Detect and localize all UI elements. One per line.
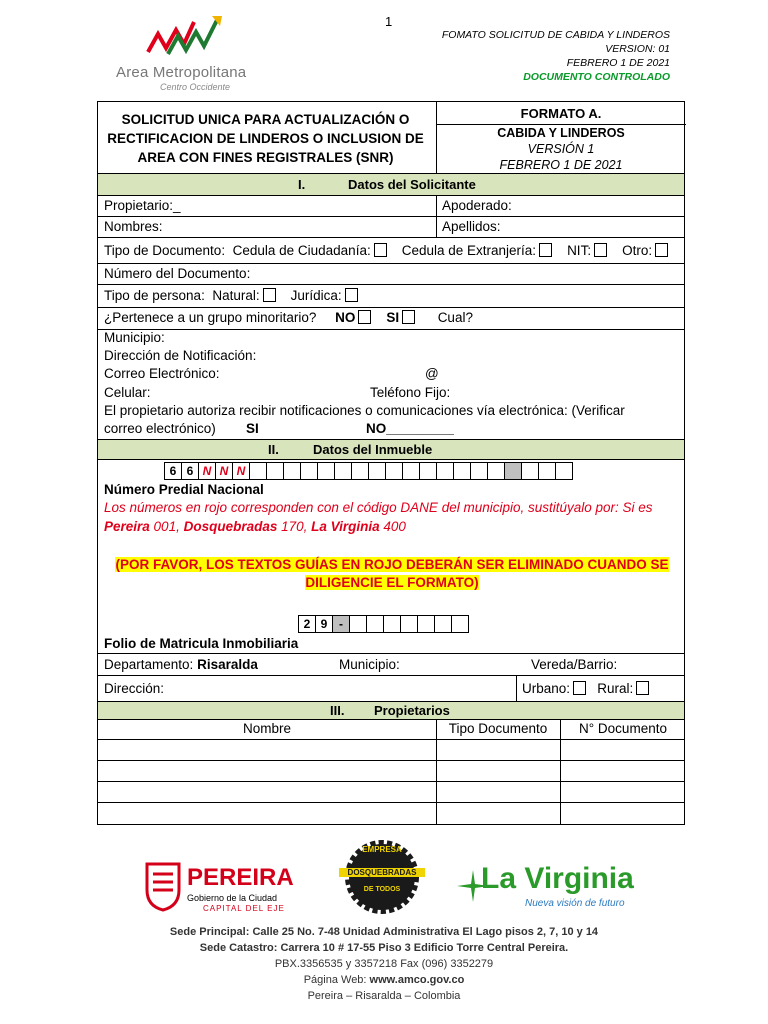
authorization-text-2: correo electrónico) — [104, 421, 216, 436]
dane-hint: Los números en rojo corresponden con el código DANE del municipio, sustitúyalo por: Si es — [104, 500, 653, 515]
digit-box[interactable]: 6 — [181, 462, 199, 480]
juridica-checkbox[interactable] — [345, 288, 358, 302]
digit-box[interactable] — [349, 615, 367, 633]
request-form — [97, 101, 685, 825]
digit-box[interactable] — [487, 462, 505, 480]
digit-box[interactable] — [417, 615, 435, 633]
cc-checkbox[interactable] — [374, 243, 387, 257]
at-sign: @ — [425, 366, 439, 381]
logo-subtitle: Centro Occidente — [160, 82, 231, 92]
website-link[interactable]: www.amco.gov.co — [369, 974, 465, 986]
digit-box[interactable] — [400, 615, 418, 633]
phone-field[interactable]: Teléfono Fijo: — [370, 385, 451, 400]
form-title: SOLICITUD UNICA PARA ACTUALIZACIÓN O RECTIFICACION DE LINDEROS O INCLUSION DE AREA CON FINES REGISTRALES (SNR) — [107, 112, 424, 165]
digit-box[interactable] — [317, 462, 335, 480]
attorney-field[interactable]: Apoderado: — [442, 198, 512, 213]
minority-no-checkbox[interactable] — [358, 310, 371, 324]
location-row — [98, 654, 684, 676]
section-2-header: II. Datos del Inmueble — [98, 440, 684, 460]
table-row[interactable] — [98, 740, 684, 761]
contact-block — [98, 330, 684, 440]
dane-hint-2: Pereira 001, Dosquebradas 170, La Virginia 400 — [104, 519, 406, 534]
digit-box[interactable]: 9 — [315, 615, 333, 633]
cadastral-number-label: Número Predial Nacional — [104, 482, 264, 497]
dosquebradas-logo: EMPRESA DOSQUEBRADAS DE TODOS — [343, 838, 421, 916]
page-number: 1 — [385, 14, 393, 29]
email-field[interactable]: Correo Electrónico: — [104, 366, 220, 381]
col-doc-number: N° Documento — [579, 721, 667, 736]
digit-box[interactable] — [470, 462, 488, 480]
footer: Sede Principal: Calle 25 No. 7-48 Unidad Administrativa El Lago pisos 2, 7, 10 y 14 Sede Catastro: Carrera 10 # 17-55 Piso 3 Edificio Torre Central Pereira. PBX.3356535 y 3357218 Fax (096) 3352279 Página Web: www.amco.gov.co Pereira – Risaralda – Colombia — [169, 926, 599, 1002]
urban-checkbox[interactable] — [573, 681, 586, 695]
other-checkbox[interactable] — [655, 243, 668, 257]
section-1-header: I. Datos del Solicitante — [98, 174, 684, 196]
owner-field[interactable]: Propietario:_ — [104, 198, 181, 213]
digit-box[interactable]: 6 — [164, 462, 182, 480]
digit-box[interactable] — [366, 615, 384, 633]
digit-box[interactable] — [334, 462, 352, 480]
digit-box[interactable] — [266, 462, 284, 480]
rural-checkbox[interactable] — [636, 681, 649, 695]
document-type-label: Tipo de Documento: Cedula de Ciudadanía: Cedula de Extranjería: NIT: Otro: — [104, 243, 668, 258]
warning-line-1: (POR FAVOR, LOS TEXTOS GUÍAS EN ROJO DEBERÁN SER ELIMINADO CUANDO SE — [115, 557, 669, 572]
nit-checkbox[interactable] — [594, 243, 607, 257]
digit-box[interactable]: N — [198, 462, 216, 480]
digit-box[interactable] — [351, 462, 369, 480]
names-row — [98, 217, 684, 238]
document-header: FOMATO SOLICITUD DE CABIDA Y LINDEROS VERSION: 01 FEBRERO 1 DE 2021 DOCUMENTO CONTROLADO — [441, 29, 670, 83]
municipality-field-2[interactable]: Municipio: — [339, 657, 400, 672]
digit-box[interactable] — [538, 462, 556, 480]
digit-box[interactable] — [451, 615, 469, 633]
address-field[interactable]: Dirección: — [104, 681, 165, 696]
cadastral-number-boxes[interactable] — [165, 462, 573, 480]
minority-yes-checkbox[interactable] — [402, 310, 415, 324]
cellphone-field[interactable]: Celular: — [104, 385, 151, 400]
digit-box[interactable] — [436, 462, 454, 480]
document-number-field[interactable]: Número del Documento: — [104, 266, 251, 281]
authorization-yes[interactable]: SI — [246, 421, 259, 436]
folio-label: Folio de Matricula Inmobiliaria — [104, 636, 299, 651]
vereda-field[interactable]: Vereda/Barrio: — [531, 657, 618, 672]
digit-box[interactable] — [453, 462, 471, 480]
folio-boxes[interactable] — [299, 615, 469, 633]
digit-box[interactable] — [283, 462, 301, 480]
digit-box[interactable] — [402, 462, 420, 480]
section-3-header: III. Propietarios — [98, 702, 684, 720]
ce-checkbox[interactable] — [539, 243, 552, 257]
table-row[interactable] — [98, 761, 684, 782]
owners-table-header — [98, 720, 684, 740]
property-block — [98, 460, 684, 654]
natural-checkbox[interactable] — [263, 288, 276, 302]
authorization-text: El propietario autoriza recibir notificaciones o comunicaciones vía electrónica: (Verificar — [104, 403, 625, 418]
digit-box[interactable] — [521, 462, 539, 480]
digit-box[interactable]: 2 — [298, 615, 316, 633]
warning-line-2: DILIGENCIE EL FORMATO) — [305, 575, 479, 590]
surnames-field[interactable]: Apellidos: — [442, 219, 501, 234]
format-version: VERSIÓN 1 — [527, 142, 595, 156]
format-subject: CABIDA Y LINDEROS — [497, 126, 625, 140]
digit-box[interactable] — [555, 462, 573, 480]
department-field[interactable]: Departamento: Risaralda — [104, 657, 258, 672]
digit-box[interactable] — [368, 462, 386, 480]
notification-address-field[interactable]: Dirección de Notificación: — [104, 348, 257, 363]
col-name: Nombre — [242, 721, 291, 736]
table-row[interactable] — [98, 803, 684, 824]
digit-box[interactable] — [434, 615, 452, 633]
document-number-row — [98, 264, 684, 285]
document-type-row — [98, 238, 684, 264]
names-field[interactable]: Nombres: — [104, 219, 163, 234]
digit-box[interactable] — [383, 615, 401, 633]
digit-box[interactable]: - — [332, 615, 350, 633]
digit-box[interactable] — [504, 462, 522, 480]
person-type-row: Tipo de persona: Natural: Jurídica: — [98, 285, 684, 308]
table-row[interactable] — [98, 782, 684, 803]
logo-name: Area Metropolitana — [116, 64, 247, 81]
digit-box[interactable] — [385, 462, 403, 480]
digit-box[interactable] — [300, 462, 318, 480]
digit-box[interactable] — [419, 462, 437, 480]
format-date: FEBRERO 1 DE 2021 — [499, 158, 623, 172]
format-label: FORMATO A. — [520, 106, 602, 121]
digit-box[interactable]: N — [232, 462, 250, 480]
digit-box[interactable] — [249, 462, 267, 480]
digit-box[interactable]: N — [215, 462, 233, 480]
col-doc-type: Tipo Documento — [448, 721, 548, 736]
pereira-shield-icon — [143, 860, 183, 912]
title-block — [98, 102, 684, 174]
authorization-no[interactable]: NO_________ — [366, 421, 454, 436]
minority-row: ¿Pertenece a un grupo minoritario? NO SI Cual? — [98, 308, 684, 330]
owner-row — [98, 196, 684, 217]
municipality-field[interactable]: Municipio: — [104, 330, 165, 345]
address-row: Dirección: Urbano: Rural: — [98, 676, 684, 702]
